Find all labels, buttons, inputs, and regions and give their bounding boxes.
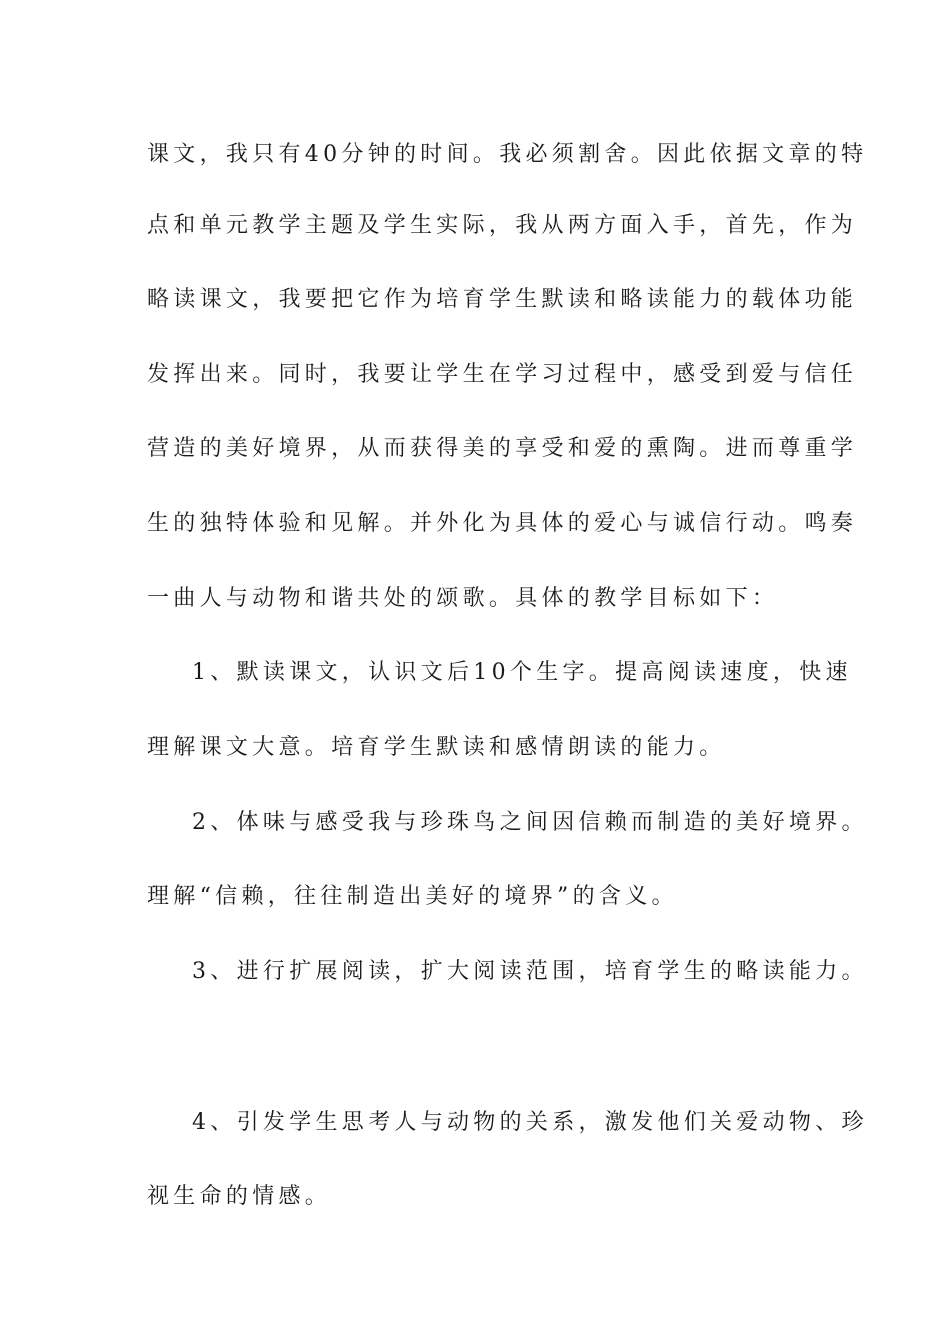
paragraph-line: 课文，我只有40分钟的时间。我必须割舍。因此依据文章的特 <box>147 142 868 167</box>
objective-item-1: 1、默读课文，认识文后10个生字。提高阅读速度，快速 <box>192 660 852 685</box>
objective-item-4: 4、引发学生思考人与动物的关系，激发他们关爱动物、珍 <box>192 1110 868 1135</box>
paragraph-line: 点和单元教学主题及学生实际，我从两方面入手，首先，作为 <box>147 213 858 238</box>
objective-item-2: 2、体味与感受我与珍珠鸟之间因信赖而制造的美好境界。 <box>192 810 868 835</box>
paragraph-line: 营造的美好境界，从而获得美的享受和爱的熏陶。进而尊重学 <box>147 436 858 461</box>
paragraph-line: 生的独特体验和见解。并外化为具体的爱心与诚信行动。鸣奏 <box>147 511 858 536</box>
objective-item-3: 3、进行扩展阅读，扩大阅读范围，培育学生的略读能力。 <box>192 959 868 984</box>
paragraph-line: 理解课文大意。培育学生默读和感情朗读的能力。 <box>147 735 726 760</box>
paragraph-line: 视生命的情感。 <box>147 1184 332 1209</box>
paragraph-line: 一曲人与动物和谐共处的颂歌。具体的教学目标如下： <box>147 586 779 611</box>
paragraph-line: 略读课文，我要把它作为培育学生默读和略读能力的载体功能 <box>147 287 858 312</box>
paragraph-line: 理解“信赖，往往制造出美好的境界”的含义。 <box>147 884 678 909</box>
paragraph-line: 发挥出来。同时，我要让学生在学习过程中，感受到爱与信任 <box>147 362 858 387</box>
